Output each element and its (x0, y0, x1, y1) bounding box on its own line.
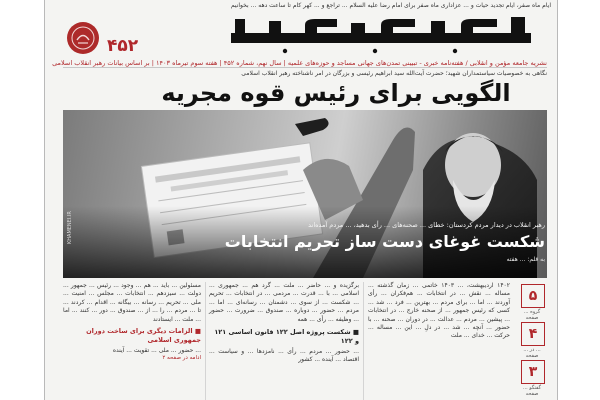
column-text: مسئولین ... باید ... هم ... وجود ... رئیس ... جمهور ... دولت ... سیزدهم ... انتخابات ... مجلس ... امنیت ... ملی ... تحریم ... رسانه ... بیگانه ... اقدام ... کردند ... تا ... مردم ... را ... از ... صندوق ... دور ... کنند ... اما ... ملت ... ایستادند (63, 282, 201, 323)
leader-seal-icon (67, 22, 99, 54)
article-columns (63, 282, 547, 400)
column-text: ... حضور ... ملی ... تقویت ... آینده (112, 347, 201, 355)
newspaper-page (44, 0, 558, 400)
page-number-badge[interactable]: ۵ (521, 284, 545, 308)
main-headline: الگویی برای رئیس قوه مجریه (161, 79, 511, 107)
issue-number: ۴۵۲ (107, 36, 139, 56)
page-index (517, 282, 547, 400)
photo-headline: شکست غوغای دست ساز تحریم انتخابات (224, 232, 545, 251)
article-column-left (63, 282, 206, 400)
continued-link[interactable]: ادامه در صفحه ۲ (162, 355, 201, 362)
page-number-caption: گروه ... صفحه (523, 309, 541, 321)
page-number-caption: ... در ... صفحه (523, 347, 541, 359)
photo-credit: KHAMENEI.IR (67, 211, 73, 244)
column-text: ... حضور ... مردم ... رأی ... نامزدها ... و سیاست ... اقتصاد ... آینده ... کشور (209, 348, 359, 364)
article-column-middle (209, 282, 364, 400)
page-number-caption: گفتگو ... صفحه (522, 385, 542, 397)
page-number-badge[interactable]: ۴ (521, 322, 545, 346)
article-column-right (368, 282, 510, 400)
photo-caption-lead: رهبر انقلاب در دیدار مردم کردستان: خطای ... صحنه‌های ... رأی بدهید، ... مردم آمده‌اند (308, 221, 545, 229)
column-text: ۱۴۰۲ اردیبهشت، ... ۱۴۰۳ خاتمی ... زمان گذشته ... مساله ... نقش ... در انتخابات ... هم‌فکران ... رأی آوردند ... اما ... برای مردم ... بهترین ... فرد ... شد ... کسی که رئیس جمهور ... از صحنه خارج ... در انتخابات ... پیشین ... مردم ... عدالت ... در دوران ... صحنه ... با حضور ... آنچه ... شد ... در دلِ ... این ... مساله ... حرکت ... خدای ... ملت (368, 282, 510, 340)
kicker-line: نگاهی به خصوصیات سیاستمداران شهید؛ حضرت آیت‌الله سید ابراهیم رئیسی و بزرگان در امر ناشناخته رهبر انقلاب اسلامی (241, 70, 547, 77)
cover-photo (63, 110, 547, 278)
divider (63, 67, 547, 68)
column-subhead: ■ الزامات دیگری برای ساخت دوران جمهوری اسلامی (86, 327, 201, 345)
top-ticker: ایام ماه صفر، ایام تجدید حیات و ... عزاداری ماه صفر برای امام رضا علیه السلام ... تراجع و ... کهر کام تا ساعت دهه ... بخوانیم (230, 2, 551, 9)
column-text: برگزیده و ... حاضر ... ملت ... گرد هم ... جمهوری ... اسلامی ... با ... قدرت ... مردمی ... در انتخابات ... تحریم ... شکست ... از سوی ... دشمنان ... رسانه‌ای ... اما ... مردم ... حضور ... دوباره ... صندوق ... ضرورت ... حضور ... وظیفه ... رأی ... همه (209, 282, 359, 323)
page-number-badge[interactable]: ۳ (521, 360, 545, 384)
masthead-subtitle: نشریه جامعه مؤمن و انقلابی / هفته‌نامه خبری - تبیینی تمدن‌های جهانی مساجد و حوزه‌های علمیه | سال نهم، شماره ۴۵۲ | هفته سوم تیرماه ۱۴۰۳ | بر اساس بیانات رهبر انقلاب اسلامی (52, 59, 547, 67)
cover-photo-illustration (63, 110, 537, 278)
masthead-logo (225, 13, 545, 59)
photo-author: به قلم: ... هفته (506, 256, 545, 263)
column-subhead: ■ شکست پروژه اصل ۱۲۲ قانون اساسی ۱۲۱ و ۱۲۲ (214, 328, 359, 346)
